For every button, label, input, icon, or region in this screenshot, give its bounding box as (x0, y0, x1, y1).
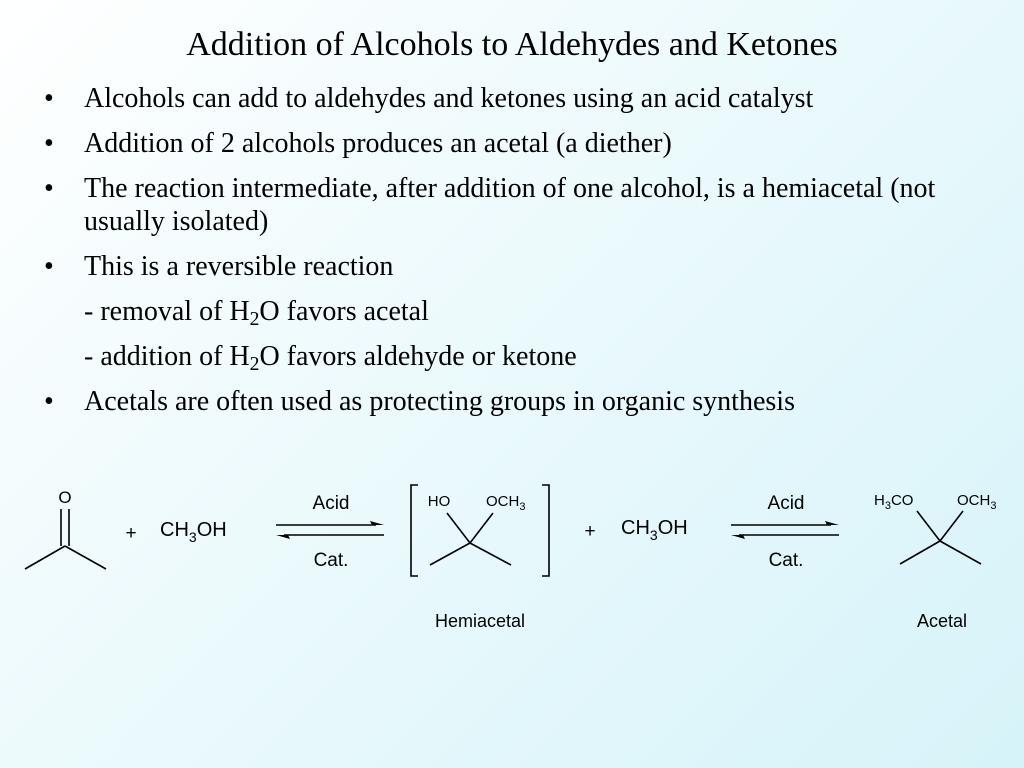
bullet-text: Acetals are often used as protecting groups in organic synthesis (84, 386, 795, 417)
subscript: 2 (249, 353, 260, 375)
subscript: 2 (249, 308, 260, 330)
methoxy-label: $OCH_3$ (957, 492, 997, 512)
bullet-item (40, 172, 1000, 238)
bullet-item (40, 82, 1000, 115)
sub-item-removal (40, 295, 1000, 328)
bullet-text: Addition of 2 alcohols produces an acetal (a diether) (84, 128, 672, 159)
sub-text: - addition of H (84, 341, 250, 372)
methoxy-label: $H_3CO$ (874, 492, 914, 512)
plus-sign: + (584, 521, 596, 542)
methanol-formula: $CH_3OH$ (160, 519, 227, 545)
bullet-text: Alcohols can add to aldehydes and ketones using an acid catalyst (84, 83, 814, 114)
reaction-scheme (0, 470, 1024, 650)
hemiacetal-structure (430, 513, 511, 565)
methoxy-label: $OCH_3$ (486, 493, 526, 513)
sub-item-addition (40, 340, 1000, 373)
plus-sign: + (125, 523, 137, 544)
sub-text: O favors acetal (259, 296, 429, 327)
equilibrium-arrow (731, 521, 839, 539)
acetal-structure (900, 511, 981, 564)
slide-title: Addition of Alcohols to Aldehydes and Ketones (186, 26, 838, 63)
acetal-label: Acetal (916, 611, 968, 631)
ketone-structure (25, 509, 106, 569)
hemiacetal-label: Hemiacetal (434, 611, 526, 631)
bullet-text: The reaction intermediate, after addition of one alcohol, is a hemiacetal (not usually isolated) (84, 173, 936, 237)
sub-text: - removal of H (84, 296, 250, 327)
bracket-right (542, 485, 549, 576)
bullet-item (40, 250, 1000, 283)
arrow-top-label: Acid (312, 493, 350, 514)
methanol-formula: $CH_3OH$ (621, 517, 688, 543)
arrow-top-label: Acid (767, 493, 805, 514)
bullet-text: This is a reversible reaction (84, 251, 394, 282)
bullet-item (40, 127, 1000, 160)
sub-text: O favors aldehyde or ketone (259, 341, 577, 372)
hydroxyl-label: HO (427, 493, 451, 510)
arrow-bottom-label: Cat. (768, 550, 804, 571)
equilibrium-arrow (276, 521, 384, 539)
ketone-oxygen-label: O (58, 488, 72, 507)
bracket-left (411, 485, 418, 576)
bullet-list (40, 82, 1000, 430)
bullet-item (40, 385, 1000, 418)
arrow-bottom-label: Cat. (313, 550, 349, 571)
